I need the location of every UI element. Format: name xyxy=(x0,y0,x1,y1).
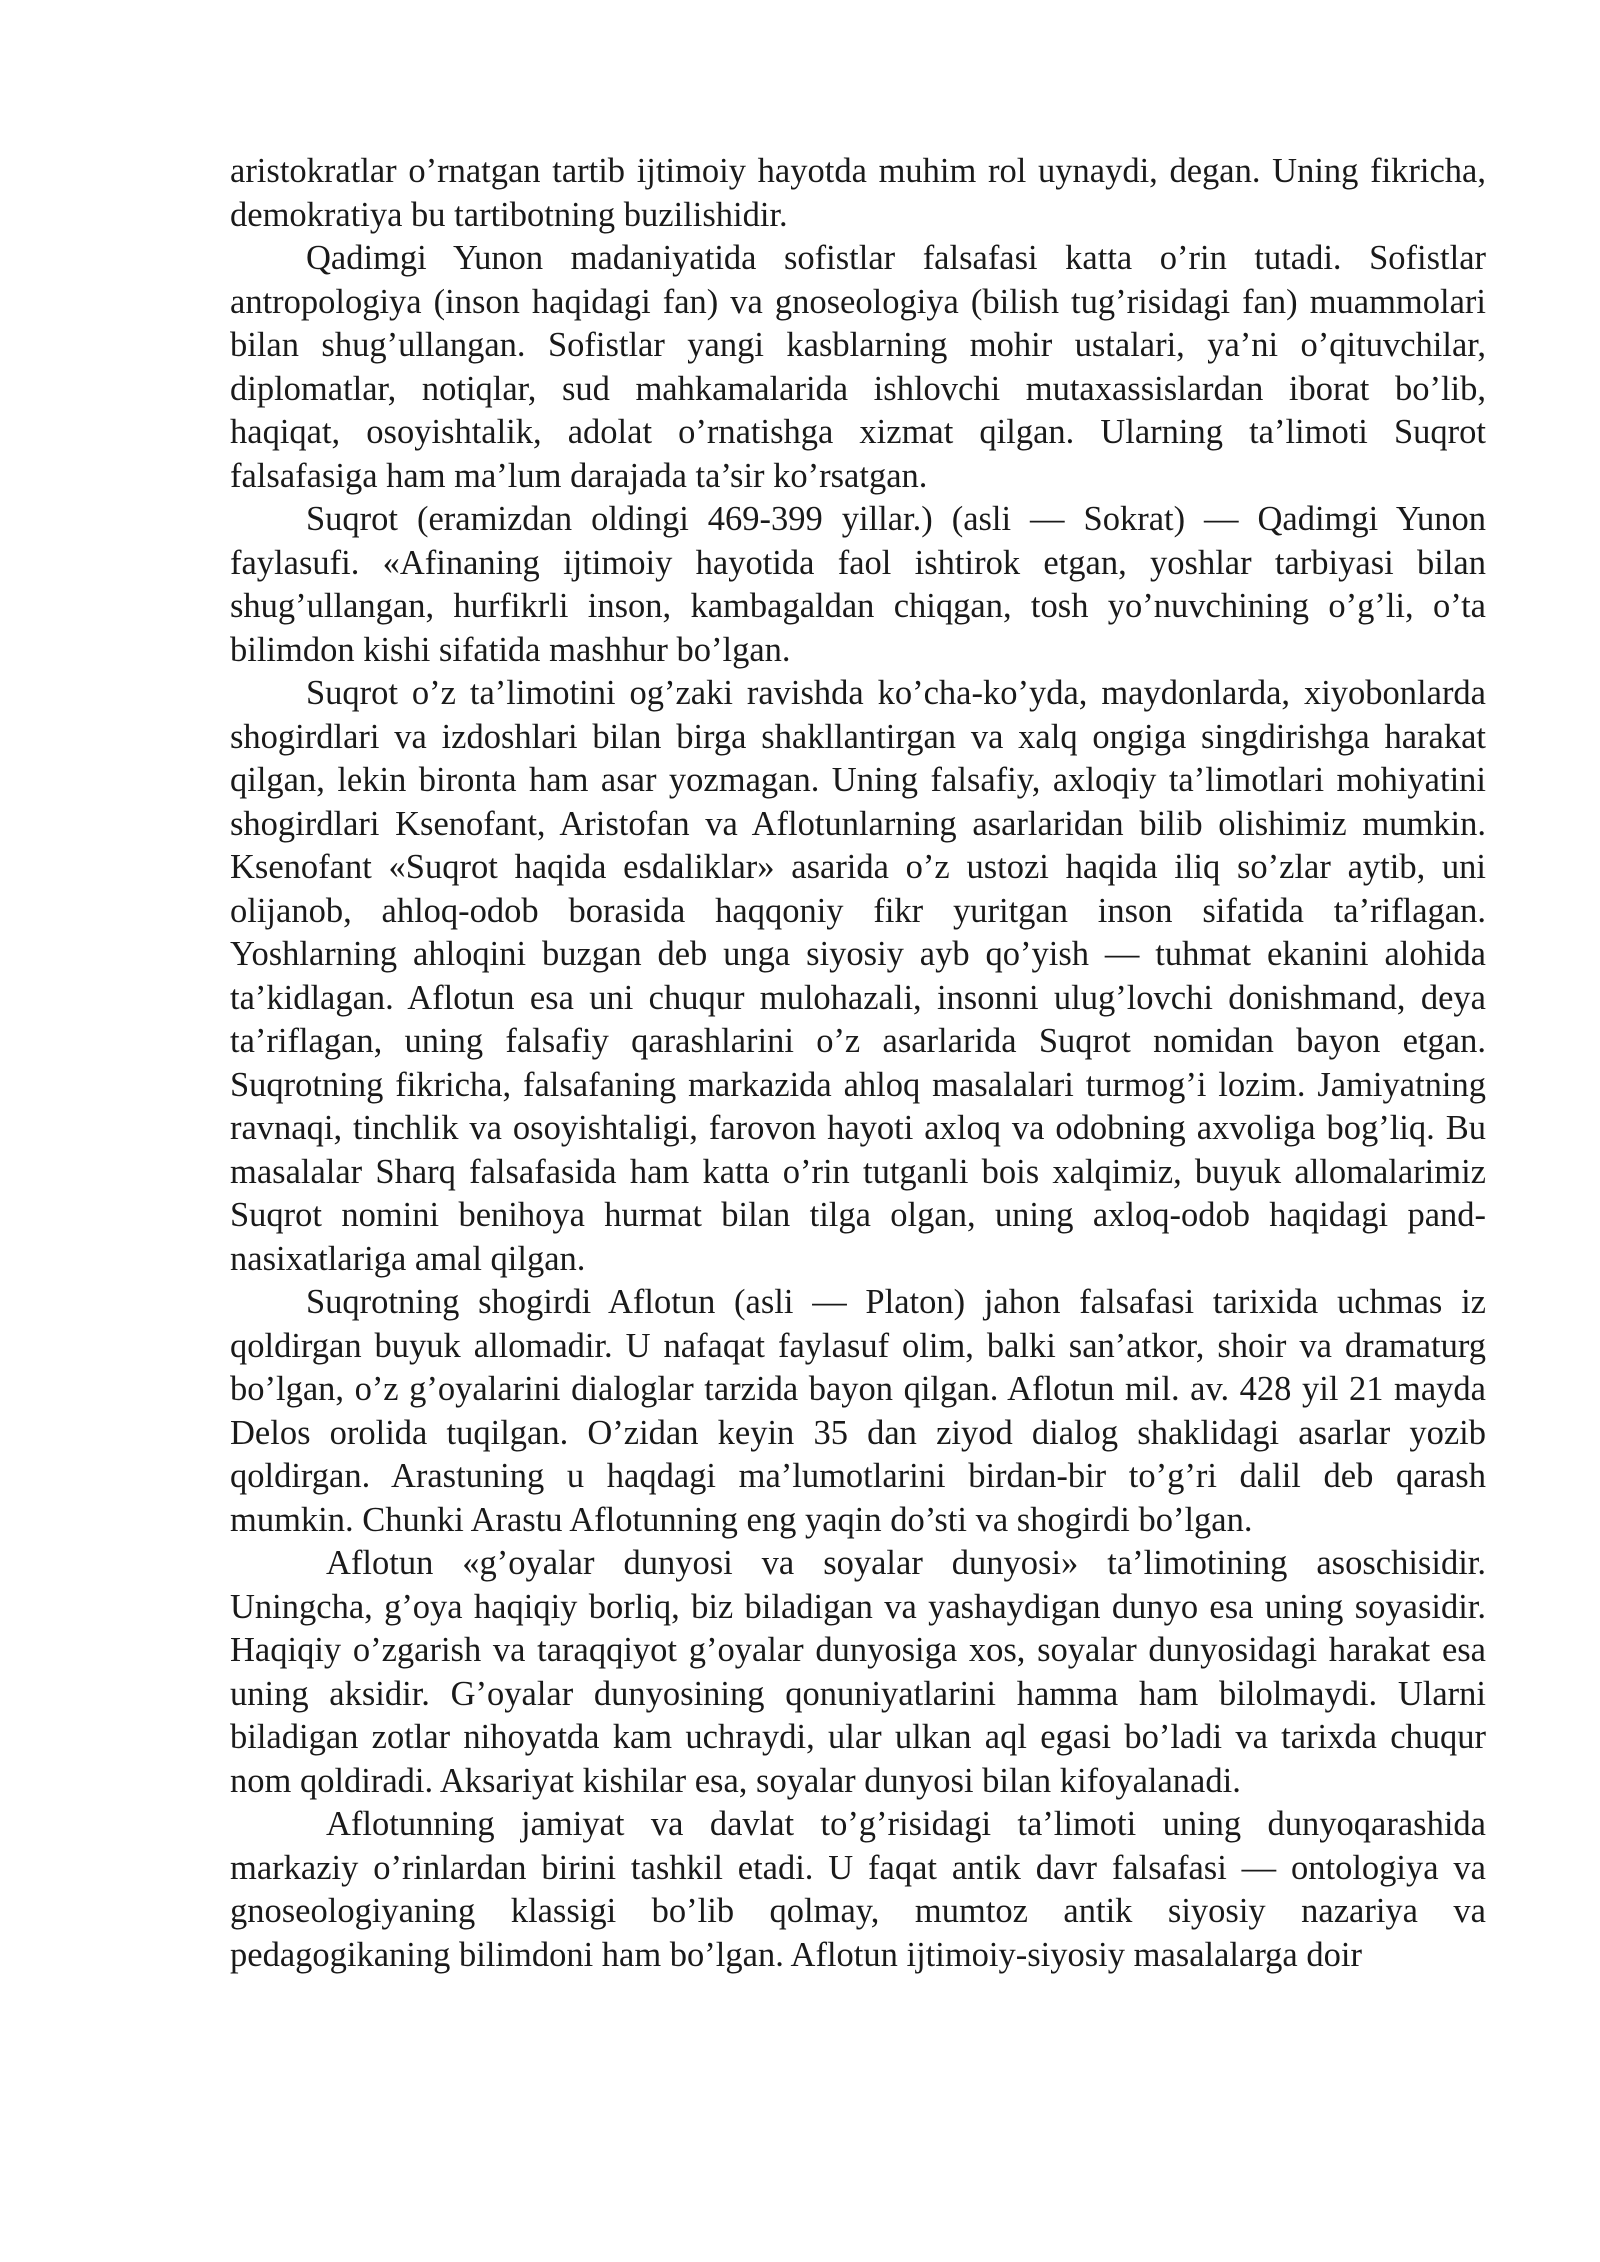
paragraph-suqrot-intro: Suqrot (eramizdan oldingi 469-399 yillar.) (asli — Sokrat) — Qadimgi Yunon faylasufi. «Afinaning ijtimoiy hayotida faol ishtirok etgan, yoshlar tarbiyasi bilan shug’ullangan, hurfikrli inson, kambagaldan chiqgan, tosh yo’nuvchining o’g’li, o’ta bilimdon kishi sifatida mashhur bo’lgan. xyxy=(230,500,1486,669)
paragraph-jamiyat-davlat: Aflotunning jamiyat va davlat to’g’risidagi ta’limoti uning dunyoqarashida markaziy o’rinlardan birini tashkil etadi. U faqat antik davr falsafasi — ontologiya va gnoseologiyaning klassigi bo’lib qolmay, mumtoz antik siyosiy nazariya va pedagogikaning bilimdoni ham bo’lgan. Aflotun ijtimoiy-siyosiy masalalarga doir xyxy=(230,1805,1486,1974)
document-page xyxy=(230,150,1486,1977)
paragraph-sofistlar: Qadimgi Yunon madaniyatida sofistlar falsafasi katta o’rin tutadi. Sofistlar antropologiya (inson haqidagi fan) va gnoseologiya (bilish tug’risidagi fan) muammolari bilan shug’ullangan. Sofistlar yangi kasblarning mohir ustalari, ya’ni o’qituvchilar, diplomatlar, notiqlar, sud mahkamalarida ishlovchi mutaxassislardan iborat bo’lib, haqiqat, osoyishtalik, adolat o’rnatishga xizmat qilgan. Ularning ta’limoti Suqrot falsafasiga ham ma’lum darajada ta’sir ko’rsatgan. xyxy=(230,239,1486,495)
paragraph-aflotun-intro: Suqrotning shogirdi Aflotun (asli — Platon) jahon falsafasi tarixida uchmas iz qoldirgan buyuk allomadir. U nafaqat faylasuf olim, balki san’atkor, shoir va dramaturg bo’lgan, o’z g’oyalarini dialoglar tarzida bayon qilgan. Aflotun mil. av. 428 yil 21 mayda Delos orolida tuqilgan. O’zidan keyin 35 dan ziyod dialog shaklidagi asarlar yozib qoldirgan. Arastuning u haqdagi ma’lumotlarini birdan-bir to’g’ri dalil deb qarash mumkin. Chunki Arastu Aflotunning eng yaqin do’sti va shogirdi bo’lgan. xyxy=(230,1283,1486,1539)
paragraph-continued: aristokratlar o’rnatgan tartib ijtimoiy hayotda muhim rol uynaydi, degan. Uning fikricha, demokratiya bu tartibotning buzilishidir. xyxy=(230,152,1486,234)
paragraph-suqrot-talimot: Suqrot o’z ta’limotini og’zaki ravishda ko’cha-ko’yda, maydonlarda, xiyobonlarda shogirdlari va izdoshlari bilan birga shakllantirgan va xalq ongiga singdirishga harakat qilgan, lekin bironta ham asar yozmagan. Uning falsafiy, axloqiy ta’limotlari mohiyatini shogirdlari Ksenofant, Aristofan va Aflotunlarning asarlaridan bilib olishimiz mumkin. Ksenofant «Suqrot haqida esdaliklar» asarida o’z ustozi haqida iliq so’zlar aytib, uni olijanob, ahloq-odob borasida haqqoniy fikr yuritgan inson sifatida ta’riflagan. Yoshlarning ahloqini buzgan deb unga siyosiy ayb qo’yish — tuhmat ekanini alohida ta’kidlagan. Aflotun esa uni chuqur mulohazali, insonni ulug’lovchi donishmand, deya ta’riflagan, uning falsafiy qarashlarini o’z asarlarida Suqrot nomidan bayon etgan. Suqrotning fikricha, falsafaning markazida ahloq masalalari turmog’i lozim. Jamiyatning ravnaqi, tinchlik va osoyishtaligi, farovon hayoti axloq va odobning axvoliga bog’liq. Bu masalalar Sharq falsafasida ham katta o’rin tutganli bois xalqimiz, buyuk allomalarimiz Suqrot nomini benihoya hurmat bilan tilga olgan, uning axloq-odob haqidagi pand-nasixatlariga amal qilgan. xyxy=(230,674,1486,1278)
paragraph-goyalar-dunyosi: Aflotun «g’oyalar dunyosi va soyalar dunyosi» ta’limotining asoschisidir. Uningcha, g’oya haqiqiy borliq, biz biladigan va yashaydigan dunyo esa uning soyasidir. Haqiqiy o’zgarish va taraqqiyot g’oyalar dunyosiga xos, soyalar dunyosidagi harakat esa uning aksidir. G’oyalar dunyosining qonuniyatlarini hamma ham bilolmaydi. Ularni biladigan zotlar nihoyatda kam uchraydi, ular ulkan aql egasi bo’ladi va tarixda chuqur nom qoldiradi. Aksariyat kishilar esa, soyalar dunyosi bilan kifoyalanadi. xyxy=(230,1544,1486,1800)
